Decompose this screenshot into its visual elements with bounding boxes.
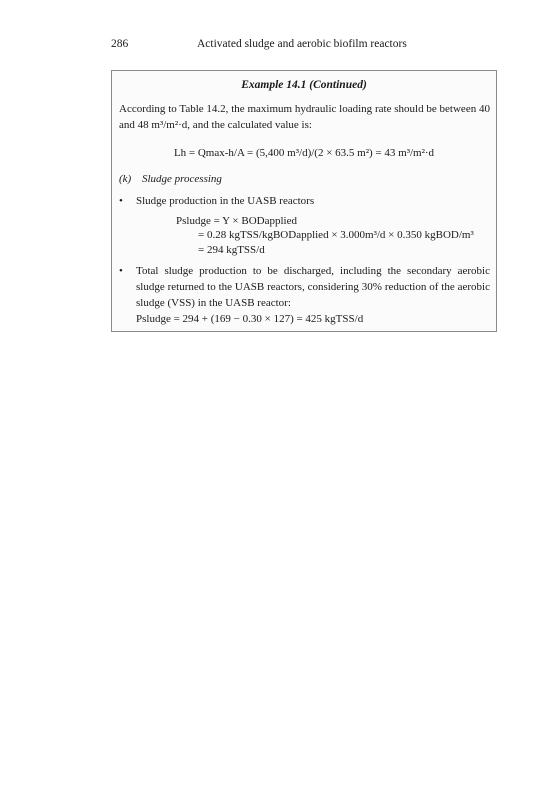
bullet-text: Sludge production in the UASB reactors (136, 195, 315, 207)
section-title: Sludge processing (141, 173, 222, 185)
sludge-equation-line-1: Psludge = Y × BODapplied (176, 215, 297, 227)
bullet-icon: • (119, 265, 123, 277)
example-title (112, 79, 496, 91)
sludge-equation-line-3: = 294 kgTSS/d (198, 244, 265, 256)
section-heading (119, 173, 222, 185)
sludge-equation-line-2: = 0.28 kgTSS/kgBODapplied × 3.000m³/d × 0.350 kgBOD/m³ (198, 229, 474, 241)
bullet-icon: • (119, 195, 123, 207)
section-label: (k) (119, 173, 132, 185)
bullet-text: Total sludge production to be discharged, including the secondary aerobic sludge returned to the UASB reactors, considering 30% reduction of the aerobic sludge (VSS) in the UASB reactor: (136, 265, 490, 309)
running-head: Activated sludge and aerobic biofilm reactors (197, 38, 407, 50)
hydraulic-loading-equation: Lh = Qmax-h/A = (5,400 m³/d)/(2 × 63.5 m²) = 43 m³/m²·d (173, 147, 435, 159)
example-title-suffix: (Continued) (309, 79, 367, 91)
example-title-main: Example 14.1 (241, 79, 307, 91)
page-header (111, 38, 491, 56)
total-sludge-equation: Psludge = 294 + (169 − 0.30 × 127) = 425 kgTSS/d (136, 313, 364, 325)
example-box (111, 70, 497, 332)
page-number: 286 (111, 38, 129, 50)
intro-paragraph: According to Table 14.2, the maximum hydraulic loading rate should be between 40 and 48 m³/m²·d, and the calculated value is: (119, 103, 490, 131)
